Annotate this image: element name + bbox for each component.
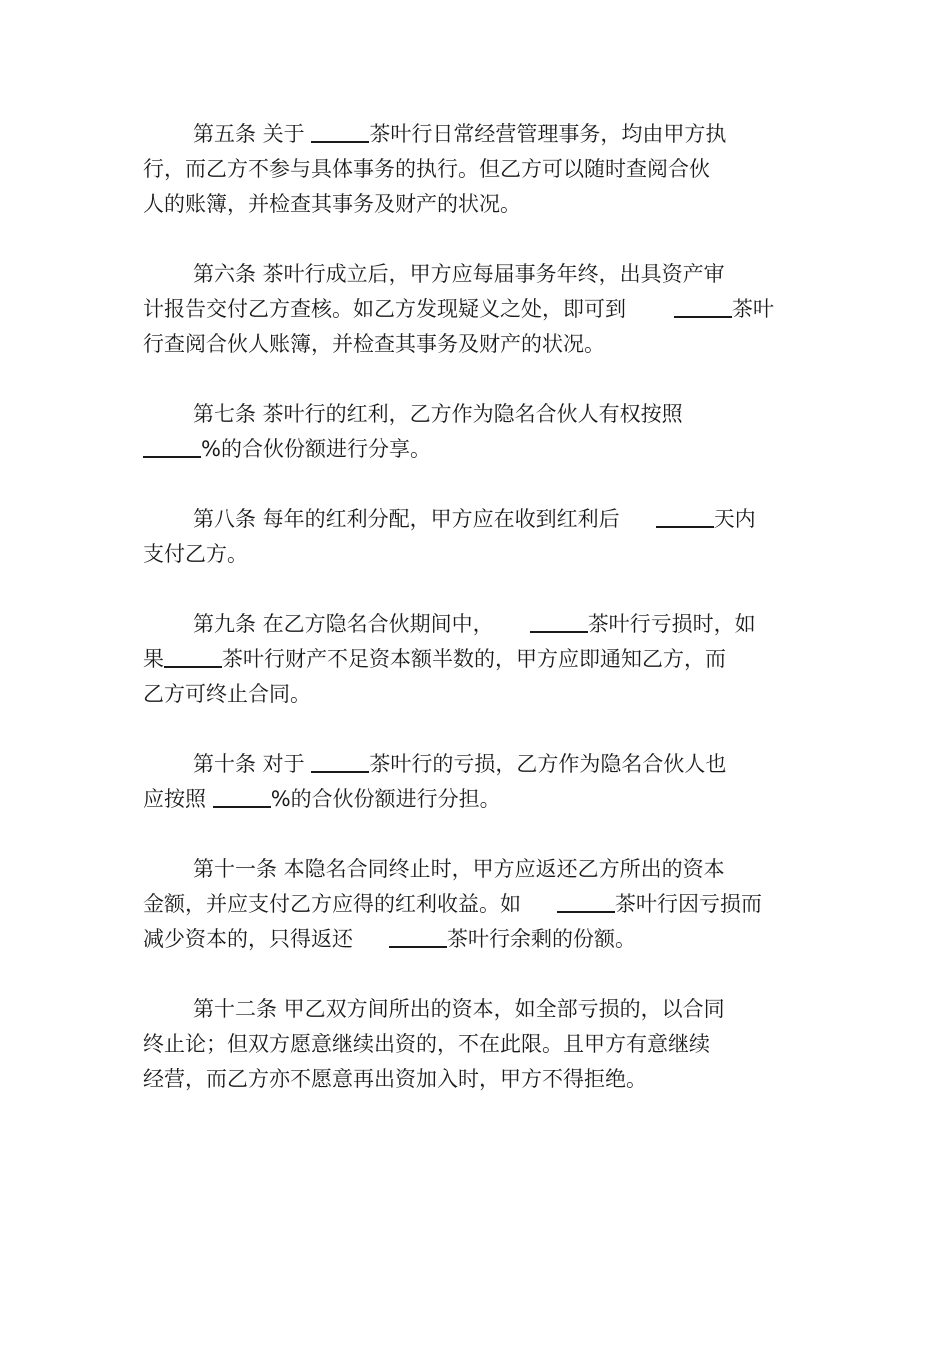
- article-9-text: 茶叶行亏损时，如: [587, 612, 756, 636]
- article-5-line-1: [193, 116, 726, 152]
- article-12-text: 第十二条 甲乙双方间所出的资本，如全部亏损的，以合同: [193, 997, 725, 1021]
- article-12-line-1: [193, 991, 725, 1027]
- article-12-text: 终止论；但双方愿意继续出资的，不在此限。且甲方有意继续: [143, 1032, 710, 1056]
- article-5-text: 第五条 关于: [193, 122, 312, 146]
- article-9-text: 茶叶行财产不足资本额半数的，甲方应即通知乙方，而: [222, 647, 726, 671]
- article-11-text: 茶叶行因亏损而: [615, 892, 762, 916]
- blank-field: [557, 890, 615, 913]
- article-11-text: 茶叶行余剩的份额。: [447, 927, 636, 951]
- article-11-line-1: [193, 851, 725, 887]
- article-12-text: 经营，而乙方亦不愿意再出资加入时，甲方不得拒绝。: [143, 1067, 647, 1091]
- article-8-text: 支付乙方。: [143, 542, 248, 566]
- blank-field: [143, 435, 201, 458]
- article-11-line-3: [143, 921, 636, 957]
- article-9-text: 第九条 在乙方隐名合伙期间中，: [193, 612, 494, 636]
- article-6-line-1: [193, 256, 725, 292]
- article-10-text: %的合伙份额进行分担。: [270, 787, 501, 811]
- blank-field: [164, 645, 222, 668]
- blank-field: [311, 120, 369, 143]
- article-9-line-1: [193, 606, 756, 642]
- article-5-text: 行，而乙方不参与具体事务的执行。但乙方可以随时查阅合伙: [143, 157, 710, 181]
- blank-field: [656, 505, 714, 528]
- article-6-text: 第六条 茶叶行成立后，甲方应每届事务年终，出具资产审: [193, 262, 725, 286]
- blank-field: [674, 295, 732, 318]
- article-9-text: 乙方可终止合同。: [143, 682, 311, 706]
- article-9-line-3: [143, 676, 311, 712]
- article-7-line-2: [143, 431, 431, 467]
- article-11-text: 金额，并应支付乙方应得的红利收益。如: [143, 892, 521, 916]
- blank-field: [213, 785, 271, 808]
- article-10-line-2: [143, 781, 501, 817]
- article-10-text: 第十条 对于: [193, 752, 312, 776]
- article-10-line-1: [193, 746, 726, 782]
- blank-field: [530, 610, 588, 633]
- article-11-text: 第十一条 本隐名合同终止时，甲方应返还乙方所出的资本: [193, 857, 725, 881]
- blank-field: [389, 925, 447, 948]
- article-11-line-2: [143, 886, 762, 922]
- article-6-text: 计报告交付乙方查核。如乙方发现疑义之处，即可到: [143, 297, 626, 321]
- article-5-line-3: [143, 186, 521, 222]
- article-6-line-3: [143, 326, 605, 362]
- article-12-line-2: [143, 1026, 710, 1062]
- article-9-line-2: [143, 641, 726, 677]
- article-6-line-2: [143, 291, 774, 327]
- article-5-text: 茶叶行日常经营管理事务，均由甲方执: [369, 122, 727, 146]
- article-8-line-2: [143, 536, 248, 572]
- article-6-text: 行查阅合伙人账簿，并检查其事务及财产的状况。: [143, 332, 605, 356]
- article-6-text: 茶叶: [732, 297, 774, 321]
- article-11-text: 减少资本的，只得返还: [143, 927, 353, 951]
- article-10-text: 茶叶行的亏损，乙方作为隐名合伙人也: [369, 752, 727, 776]
- blank-field: [311, 750, 369, 773]
- article-7-line-1: [193, 396, 683, 432]
- article-8-text: 第八条 每年的红利分配，甲方应在收到红利后: [193, 507, 620, 531]
- article-5-line-2: [143, 151, 710, 187]
- article-7-text: %的合伙份额进行分享。: [201, 437, 431, 461]
- article-7-text: 第七条 茶叶行的红利，乙方作为隐名合伙人有权按照: [193, 402, 683, 426]
- article-10-text: 应按照: [143, 787, 213, 811]
- article-12-line-3: [143, 1061, 647, 1097]
- article-9-text: 果: [143, 647, 164, 671]
- article-5-text: 人的账簿，并检查其事务及财产的状况。: [143, 192, 521, 216]
- article-8-line-1: [193, 501, 756, 537]
- article-8-text: 天内: [713, 507, 756, 531]
